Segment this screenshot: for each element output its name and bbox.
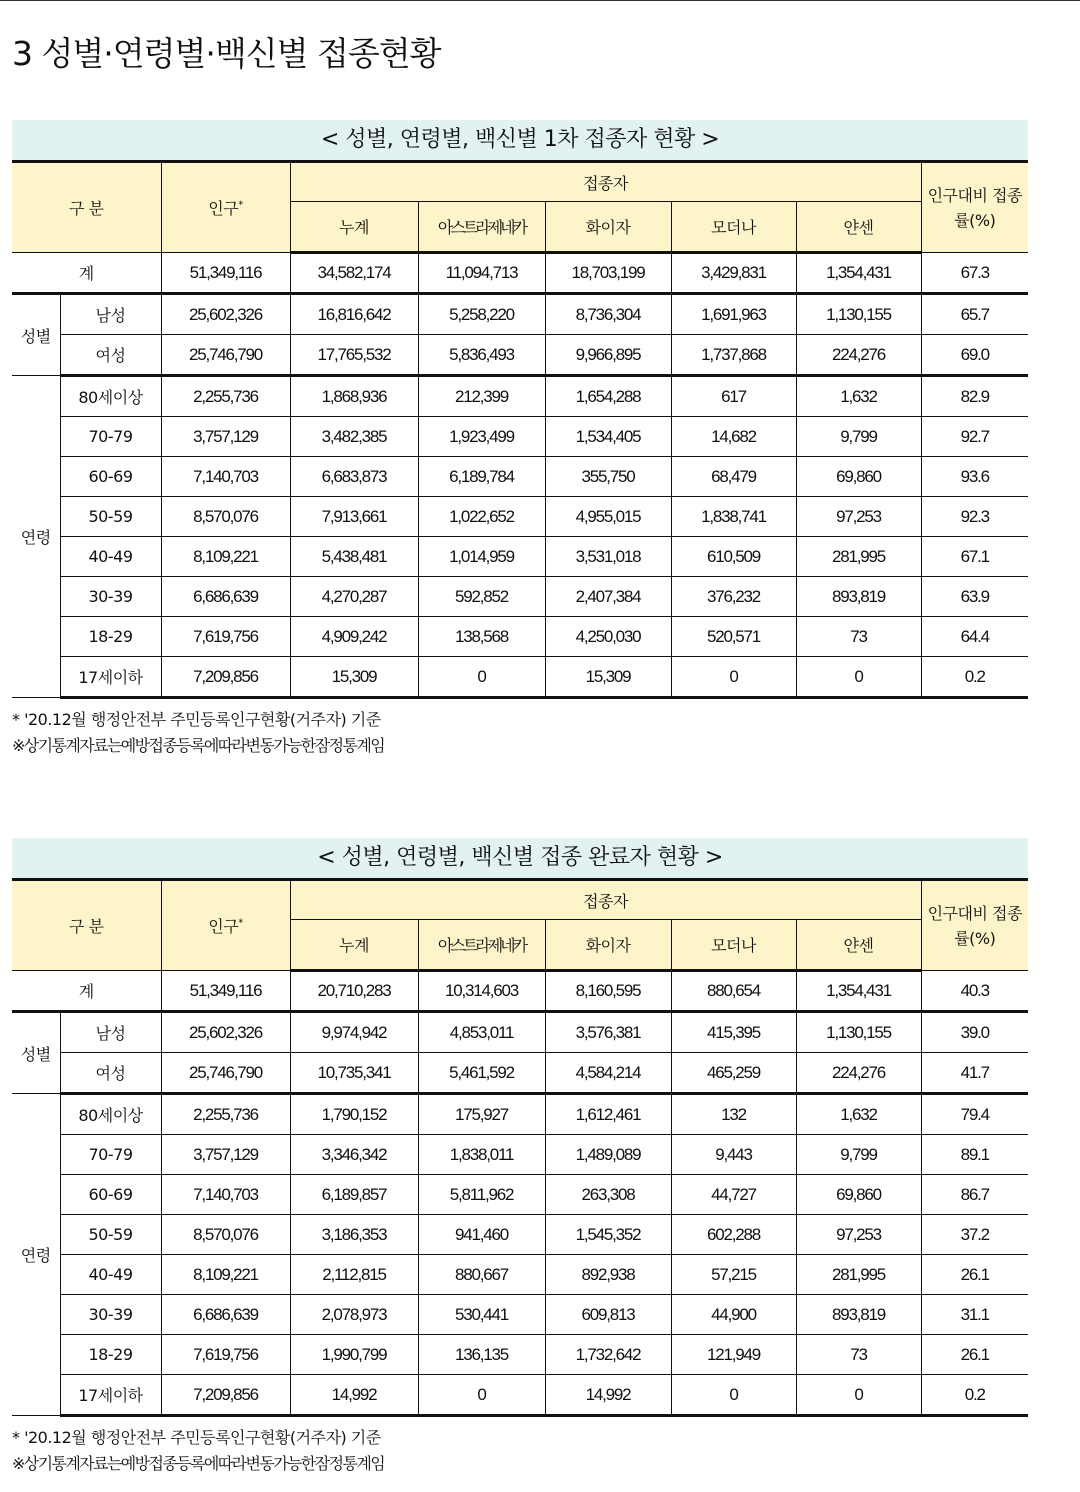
value-cell: 25,602,326	[161, 294, 290, 335]
value-cell: 0	[418, 1375, 545, 1416]
value-cell: 97,253	[796, 1215, 921, 1255]
value-cell: 0.2	[921, 657, 1028, 698]
value-cell: 8,160,595	[545, 971, 671, 1012]
table-row	[12, 457, 1028, 497]
value-cell: 79.4	[921, 1094, 1028, 1135]
value-cell: 14,682	[671, 417, 796, 457]
value-cell: 5,258,220	[418, 294, 545, 335]
value-cell: 3,757,129	[161, 1135, 290, 1175]
table-row	[12, 1215, 1028, 1255]
value-cell: 14,992	[545, 1375, 671, 1416]
value-cell: 1,691,963	[671, 294, 796, 335]
footnote-provisional: ※상기통계자료는예방접종등록에따라변동가능한잠정통계임	[12, 736, 385, 755]
page-title: 3 성별·연령별·백신별 접종현황	[12, 34, 441, 73]
value-cell: 1,022,652	[418, 497, 545, 537]
row-label: 계	[12, 253, 161, 294]
table-row	[12, 971, 1028, 1012]
table-row	[12, 1335, 1028, 1375]
value-cell: 89.1	[921, 1135, 1028, 1175]
value-cell: 64.4	[921, 617, 1028, 657]
value-cell: 1,014,959	[418, 537, 545, 577]
value-cell: 7,140,703	[161, 457, 290, 497]
value-cell: 9,974,942	[290, 1012, 418, 1053]
value-cell: 1,790,152	[290, 1094, 418, 1135]
value-cell: 617	[671, 376, 796, 417]
table-row	[12, 577, 1028, 617]
value-cell: 0	[671, 1375, 796, 1416]
value-cell: 376,232	[671, 577, 796, 617]
row-label: 18-29	[60, 1335, 161, 1375]
table-row	[12, 1375, 1028, 1416]
value-cell: 8,109,221	[161, 1255, 290, 1295]
value-cell: 224,276	[796, 335, 921, 376]
value-cell: 1,632	[796, 376, 921, 417]
header-population	[161, 162, 290, 253]
header-vaccine-col: 누계	[290, 202, 418, 253]
value-cell: 6,686,639	[161, 577, 290, 617]
table-caption: < 성별, 연령별, 백신별 접종 완료자 현황 >	[12, 838, 1028, 878]
value-cell: 37.2	[921, 1215, 1028, 1255]
value-cell: 520,571	[671, 617, 796, 657]
value-cell: 609,813	[545, 1295, 671, 1335]
row-label: 50-59	[60, 497, 161, 537]
value-cell: 8,570,076	[161, 1215, 290, 1255]
value-cell: 132	[671, 1094, 796, 1135]
value-cell: 1,654,288	[545, 376, 671, 417]
value-cell: 530,441	[418, 1295, 545, 1335]
value-cell: 941,460	[418, 1215, 545, 1255]
value-cell: 7,140,703	[161, 1175, 290, 1215]
value-cell: 136,135	[418, 1335, 545, 1375]
value-cell: 2,078,973	[290, 1295, 418, 1335]
value-cell: 2,255,736	[161, 376, 290, 417]
row-label: 40-49	[60, 1255, 161, 1295]
value-cell: 69,860	[796, 1175, 921, 1215]
table-row	[12, 1295, 1028, 1335]
value-cell: 1,612,461	[545, 1094, 671, 1135]
value-cell: 281,995	[796, 1255, 921, 1295]
table-row	[12, 497, 1028, 537]
table-row	[12, 294, 1028, 335]
population-footnote-mark: *	[238, 199, 243, 211]
table-row	[12, 1012, 1028, 1053]
value-cell: 592,852	[418, 577, 545, 617]
table-row	[12, 1175, 1028, 1215]
value-cell: 1,990,799	[290, 1335, 418, 1375]
value-cell: 0	[796, 1375, 921, 1416]
value-cell: 9,443	[671, 1135, 796, 1175]
group-label-sex: 성별	[12, 294, 60, 376]
value-cell: 68,479	[671, 457, 796, 497]
value-cell: 25,602,326	[161, 1012, 290, 1053]
vaccination-table	[12, 160, 1028, 699]
header-category: 구 분	[12, 880, 161, 971]
footnotes	[12, 1425, 1028, 1477]
value-cell: 9,966,895	[545, 335, 671, 376]
value-cell: 26.1	[921, 1335, 1028, 1375]
value-cell: 1,545,352	[545, 1215, 671, 1255]
value-cell: 6,189,857	[290, 1175, 418, 1215]
value-cell: 4,853,011	[418, 1012, 545, 1053]
value-cell: 44,900	[671, 1295, 796, 1335]
value-cell: 67.1	[921, 537, 1028, 577]
value-cell: 3,429,831	[671, 253, 796, 294]
value-cell: 92.7	[921, 417, 1028, 457]
population-label: 인구	[208, 917, 239, 936]
value-cell: 1,838,011	[418, 1135, 545, 1175]
table-row	[12, 1135, 1028, 1175]
value-cell: 16,816,642	[290, 294, 418, 335]
row-label: 30-39	[60, 1295, 161, 1335]
vaccination-table	[12, 878, 1028, 1417]
value-cell: 3,186,353	[290, 1215, 418, 1255]
header-vaccine-col: 얀센	[796, 920, 921, 971]
header-rate: 인구대비 접종률(%)	[921, 880, 1028, 971]
value-cell: 610,509	[671, 537, 796, 577]
value-cell: 281,995	[796, 537, 921, 577]
value-cell: 8,109,221	[161, 537, 290, 577]
value-cell: 2,112,815	[290, 1255, 418, 1295]
value-cell: 5,438,481	[290, 537, 418, 577]
footnote-provisional: ※상기통계자료는예방접종등록에따라변동가능한잠정통계임	[12, 1454, 385, 1473]
footnotes	[12, 707, 1028, 759]
value-cell: 97,253	[796, 497, 921, 537]
value-cell: 175,927	[418, 1094, 545, 1135]
header-rate: 인구대비 접종률(%)	[921, 162, 1028, 253]
row-label: 17세이하	[60, 1375, 161, 1416]
value-cell: 8,736,304	[545, 294, 671, 335]
table-caption: < 성별, 연령별, 백신별 1차 접종자 현황 >	[12, 120, 1028, 160]
population-footnote-mark: *	[238, 917, 243, 929]
value-cell: 355,750	[545, 457, 671, 497]
value-cell: 4,250,030	[545, 617, 671, 657]
value-cell: 1,534,405	[545, 417, 671, 457]
header-vaccinated: 접종자	[290, 162, 921, 202]
value-cell: 4,270,287	[290, 577, 418, 617]
row-label: 30-39	[60, 577, 161, 617]
value-cell: 26.1	[921, 1255, 1028, 1295]
row-label: 60-69	[60, 1175, 161, 1215]
value-cell: 4,584,214	[545, 1053, 671, 1094]
value-cell: 40.3	[921, 971, 1028, 1012]
row-label: 40-49	[60, 537, 161, 577]
value-cell: 1,632	[796, 1094, 921, 1135]
value-cell: 121,949	[671, 1335, 796, 1375]
value-cell: 67.3	[921, 253, 1028, 294]
footnote-population-basis: * '20.12월 행정안전부 주민등록인구현황(거주자) 기준	[12, 710, 381, 729]
row-label: 계	[12, 971, 161, 1012]
value-cell: 20,710,283	[290, 971, 418, 1012]
value-cell: 3,346,342	[290, 1135, 418, 1175]
value-cell: 880,667	[418, 1255, 545, 1295]
value-cell: 1,732,642	[545, 1335, 671, 1375]
row-label: 여성	[60, 335, 161, 376]
group-label-age: 연령	[12, 1094, 60, 1416]
value-cell: 51,349,116	[161, 971, 290, 1012]
value-cell: 1,354,431	[796, 971, 921, 1012]
value-cell: 82.9	[921, 376, 1028, 417]
population-label: 인구	[208, 199, 239, 218]
value-cell: 892,938	[545, 1255, 671, 1295]
footnote-population-basis: * '20.12월 행정안전부 주민등록인구현황(거주자) 기준	[12, 1428, 381, 1447]
value-cell: 6,189,784	[418, 457, 545, 497]
value-cell: 1,489,089	[545, 1135, 671, 1175]
value-cell: 51,349,116	[161, 253, 290, 294]
value-cell: 3,576,381	[545, 1012, 671, 1053]
header-vaccine-col: 모더나	[671, 202, 796, 253]
table-row	[12, 1053, 1028, 1094]
header-category: 구 분	[12, 162, 161, 253]
table-row	[12, 617, 1028, 657]
value-cell: 212,399	[418, 376, 545, 417]
value-cell: 3,482,385	[290, 417, 418, 457]
row-label: 50-59	[60, 1215, 161, 1255]
value-cell: 893,819	[796, 577, 921, 617]
value-cell: 138,568	[418, 617, 545, 657]
row-label: 여성	[60, 1053, 161, 1094]
value-cell: 15,309	[545, 657, 671, 698]
top-divider	[0, 0, 1080, 1]
value-cell: 9,799	[796, 417, 921, 457]
value-cell: 2,407,384	[545, 577, 671, 617]
value-cell: 465,259	[671, 1053, 796, 1094]
value-cell: 11,094,713	[418, 253, 545, 294]
value-cell: 10,735,341	[290, 1053, 418, 1094]
row-label: 17세이하	[60, 657, 161, 698]
value-cell: 18,703,199	[545, 253, 671, 294]
header-vaccine-col: 얀센	[796, 202, 921, 253]
value-cell: 4,909,242	[290, 617, 418, 657]
value-cell: 6,683,873	[290, 457, 418, 497]
value-cell: 224,276	[796, 1053, 921, 1094]
table-row	[12, 657, 1028, 698]
value-cell: 5,811,962	[418, 1175, 545, 1215]
value-cell: 4,955,015	[545, 497, 671, 537]
header-vaccine-col: 아스트라제네카	[418, 202, 545, 253]
group-label-age: 연령	[12, 376, 60, 698]
value-cell: 0	[671, 657, 796, 698]
table-row	[12, 253, 1028, 294]
value-cell: 14,992	[290, 1375, 418, 1416]
header-vaccine-col: 아스트라제네카	[418, 920, 545, 971]
value-cell: 602,288	[671, 1215, 796, 1255]
value-cell: 5,836,493	[418, 335, 545, 376]
value-cell: 263,308	[545, 1175, 671, 1215]
value-cell: 25,746,790	[161, 335, 290, 376]
value-cell: 0.2	[921, 1375, 1028, 1416]
value-cell: 893,819	[796, 1295, 921, 1335]
value-cell: 57,215	[671, 1255, 796, 1295]
header-vaccine-col: 모더나	[671, 920, 796, 971]
group-label-sex: 성별	[12, 1012, 60, 1094]
value-cell: 69.0	[921, 335, 1028, 376]
header-vaccine-col: 누계	[290, 920, 418, 971]
value-cell: 7,209,856	[161, 1375, 290, 1416]
value-cell: 41.7	[921, 1053, 1028, 1094]
value-cell: 1,130,155	[796, 294, 921, 335]
table-row	[12, 537, 1028, 577]
value-cell: 7,619,756	[161, 1335, 290, 1375]
value-cell: 0	[418, 657, 545, 698]
table-row	[12, 376, 1028, 417]
value-cell: 10,314,603	[418, 971, 545, 1012]
value-cell: 0	[796, 657, 921, 698]
value-cell: 1,130,155	[796, 1012, 921, 1053]
value-cell: 63.9	[921, 577, 1028, 617]
value-cell: 7,209,856	[161, 657, 290, 698]
value-cell: 1,868,936	[290, 376, 418, 417]
value-cell: 6,686,639	[161, 1295, 290, 1335]
value-cell: 44,727	[671, 1175, 796, 1215]
table-row	[12, 1255, 1028, 1295]
value-cell: 86.7	[921, 1175, 1028, 1215]
header-vaccine-col: 화이자	[545, 920, 671, 971]
header-row	[12, 162, 1028, 202]
table-row	[12, 1094, 1028, 1135]
table-row	[12, 417, 1028, 457]
value-cell: 39.0	[921, 1012, 1028, 1053]
value-cell: 31.1	[921, 1295, 1028, 1335]
value-cell: 69,860	[796, 457, 921, 497]
value-cell: 25,746,790	[161, 1053, 290, 1094]
value-cell: 2,255,736	[161, 1094, 290, 1135]
header-population	[161, 880, 290, 971]
value-cell: 93.6	[921, 457, 1028, 497]
value-cell: 9,799	[796, 1135, 921, 1175]
value-cell: 17,765,532	[290, 335, 418, 376]
value-cell: 1,737,868	[671, 335, 796, 376]
value-cell: 73	[796, 1335, 921, 1375]
value-cell: 34,582,174	[290, 253, 418, 294]
row-label: 70-79	[60, 1135, 161, 1175]
value-cell: 3,531,018	[545, 537, 671, 577]
row-label: 80세이상	[60, 376, 161, 417]
value-cell: 415,395	[671, 1012, 796, 1053]
value-cell: 8,570,076	[161, 497, 290, 537]
row-label: 남성	[60, 294, 161, 335]
value-cell: 1,838,741	[671, 497, 796, 537]
header-vaccine-col: 화이자	[545, 202, 671, 253]
value-cell: 65.7	[921, 294, 1028, 335]
value-cell: 1,923,499	[418, 417, 545, 457]
header-vaccinated: 접종자	[290, 880, 921, 920]
row-label: 남성	[60, 1012, 161, 1053]
table-row	[12, 335, 1028, 376]
value-cell: 92.3	[921, 497, 1028, 537]
value-cell: 3,757,129	[161, 417, 290, 457]
row-label: 18-29	[60, 617, 161, 657]
value-cell: 5,461,592	[418, 1053, 545, 1094]
header-row	[12, 880, 1028, 920]
row-label: 70-79	[60, 417, 161, 457]
value-cell: 7,913,661	[290, 497, 418, 537]
value-cell: 1,354,431	[796, 253, 921, 294]
first-dose-table-section	[12, 120, 1028, 759]
value-cell: 880,654	[671, 971, 796, 1012]
value-cell: 7,619,756	[161, 617, 290, 657]
value-cell: 73	[796, 617, 921, 657]
value-cell: 15,309	[290, 657, 418, 698]
fully-vaccinated-table-section	[12, 838, 1028, 1477]
row-label: 60-69	[60, 457, 161, 497]
row-label: 80세이상	[60, 1094, 161, 1135]
